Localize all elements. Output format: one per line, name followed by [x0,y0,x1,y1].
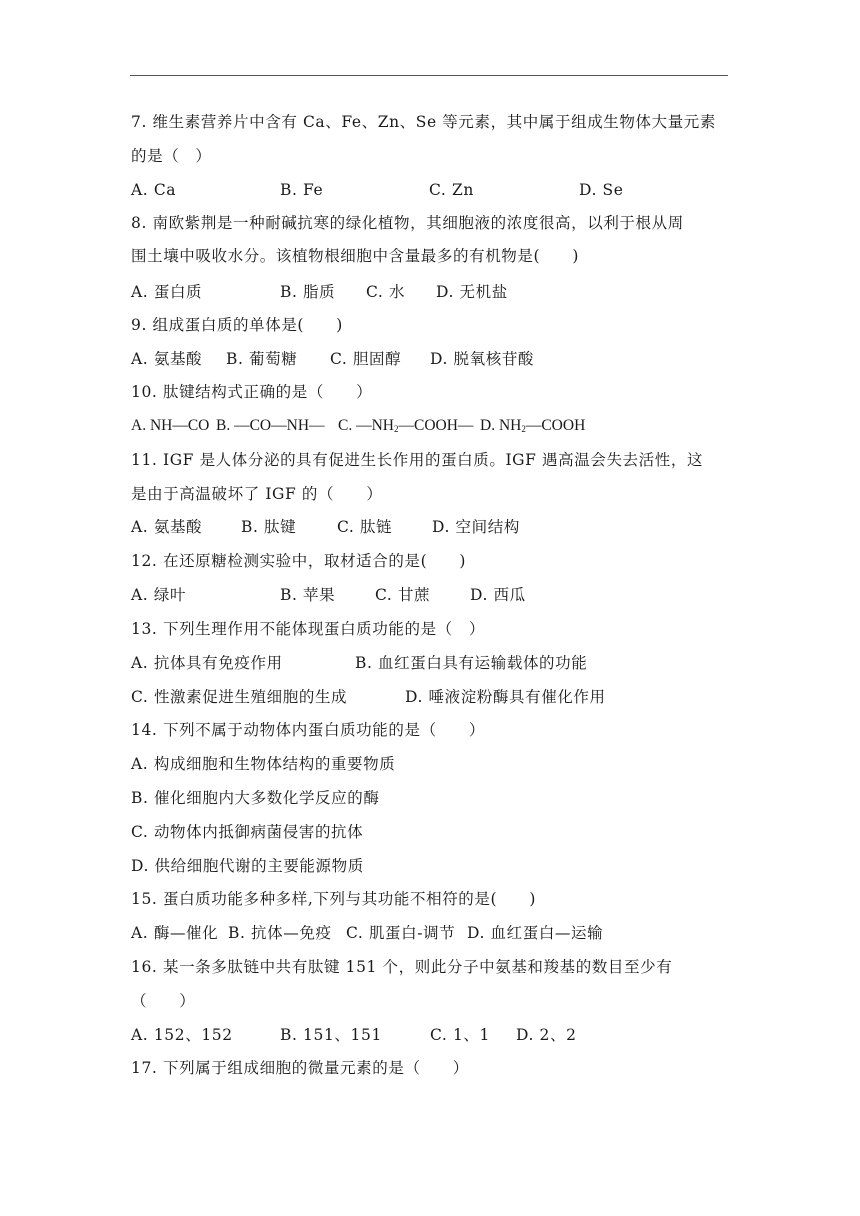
question-10-option-b: B. —CO—NH— [216,417,325,434]
question-15-option-c: C. 肌蛋白-调节 [346,924,456,942]
question-11-option-d: D. 空间结构 [432,518,520,536]
question-13-stem: 13. 下列生理作用不能体现蛋白质功能的是（ ） [131,620,485,638]
question-16-stem: 16. 某一条多肽链中共有肽键 151 个，则此分子中氨基和羧基的数目至少有 [131,958,673,976]
question-12-stem: 12. 在还原糖检测实验中，取材适合的是( ) [131,552,467,570]
question-9-option-a: A. 氨基酸 [131,350,203,368]
question-7-stem-cont: 的是（ ） [131,147,212,165]
question-16-option-d: D. 2、2 [516,1026,577,1044]
question-15-option-a: A. 酶—催化 [131,924,219,942]
question-14-option-d: D. 供给细胞代谢的主要能源物质 [131,857,364,875]
question-16-option-b: B. 151、151 [280,1026,382,1044]
question-7-option-c: C. Zn [429,181,474,199]
question-14-stem: 14. 下列不属于动物体内蛋白质功能的是（ ） [131,721,485,739]
question-16-option-a: A. 152、152 [131,1026,233,1044]
question-12-option-c: C. 甘蔗 [375,586,431,604]
question-17-stem: 17. 下列属于组成细胞的微量元素的是（ ） [131,1059,469,1077]
question-9-stem: 9. 组成蛋白质的单体是( ) [131,316,343,334]
question-15-stem: 15. 蛋白质功能多种多样,下列与其功能不相符的是( ) [131,890,536,908]
question-11-stem: 11. IGF 是人体分泌的具有促进生长作用的蛋白质。IGF 遇高温会失去活性，这 [131,451,704,469]
question-10-option-a: A. NH—CO [131,417,210,434]
question-11-option-a: A. 氨基酸 [131,518,203,536]
question-7-option-d: D. Se [579,181,624,199]
question-13-option-d: D. 唾液淀粉酶具有催化作用 [405,688,606,706]
question-8-option-d: D. 无机盐 [436,283,508,301]
question-10-option-c: C. $—NH_2—COOH—$ [338,417,474,434]
question-7-option-b: B. Fe [280,181,324,199]
question-11-stem-cont: 是由于高温破坏了 IGF 的（ ） [131,485,383,503]
question-13-option-b: B. 血红蛋白具有运输载体的功能 [355,654,588,672]
question-13-option-a: A. 抗体具有免疫作用 [131,654,283,672]
question-15-option-b: B. 抗体—免疫 [228,924,332,942]
question-9-option-d: D. 脱氧核苷酸 [430,350,535,368]
question-10-option-d: D. $NH_2—COOH$ [480,417,586,434]
question-10-stem: 10. 肽键结构式正确的是（ ） [131,383,373,401]
question-12-option-a: A. 绿叶 [131,586,187,604]
question-16-stem-cont: （ ） [131,992,196,1010]
question-14-option-b: B. 催化细胞内大多数化学反应的酶 [131,789,380,807]
question-7-stem: 7. 维生素营养片中含有 Ca、Fe、Zn、Se 等元素，其中属于组成生物体大量元素 [131,113,716,131]
question-9-option-b: B. 葡萄糖 [226,350,298,368]
question-15-option-d: D. 血红蛋白—运输 [467,924,604,942]
question-11-option-c: C. 肽链 [337,518,393,536]
question-8-option-b: B. 脂质 [280,283,336,301]
question-8-stem-cont: 围土壤中吸收水分。该植物根细胞中含量最多的有机物是( ) [131,247,579,265]
question-16-option-c: C. 1、1 [430,1026,490,1044]
question-13-option-c: C. 性激素促进生殖细胞的生成 [131,688,348,706]
question-9-option-c: C. 胆固醇 [330,350,402,368]
question-14-option-a: A. 构成细胞和生物体结构的重要物质 [131,755,396,773]
question-12-option-b: B. 苹果 [280,586,336,604]
question-8-option-a: A. 蛋白质 [131,283,203,301]
question-14-option-c: C. 动物体内抵御病菌侵害的抗体 [131,823,364,841]
question-11-option-b: B. 肽键 [241,518,297,536]
question-8-option-c: C. 水 [366,283,406,301]
question-7-option-a: A. Ca [131,181,177,199]
header-rule [130,75,728,76]
question-12-option-d: D. 西瓜 [470,586,526,604]
question-8-stem: 8. 南欧紫荆是一种耐碱抗寒的绿化植物，其细胞液的浓度很高，以利于根从周 [131,214,684,232]
